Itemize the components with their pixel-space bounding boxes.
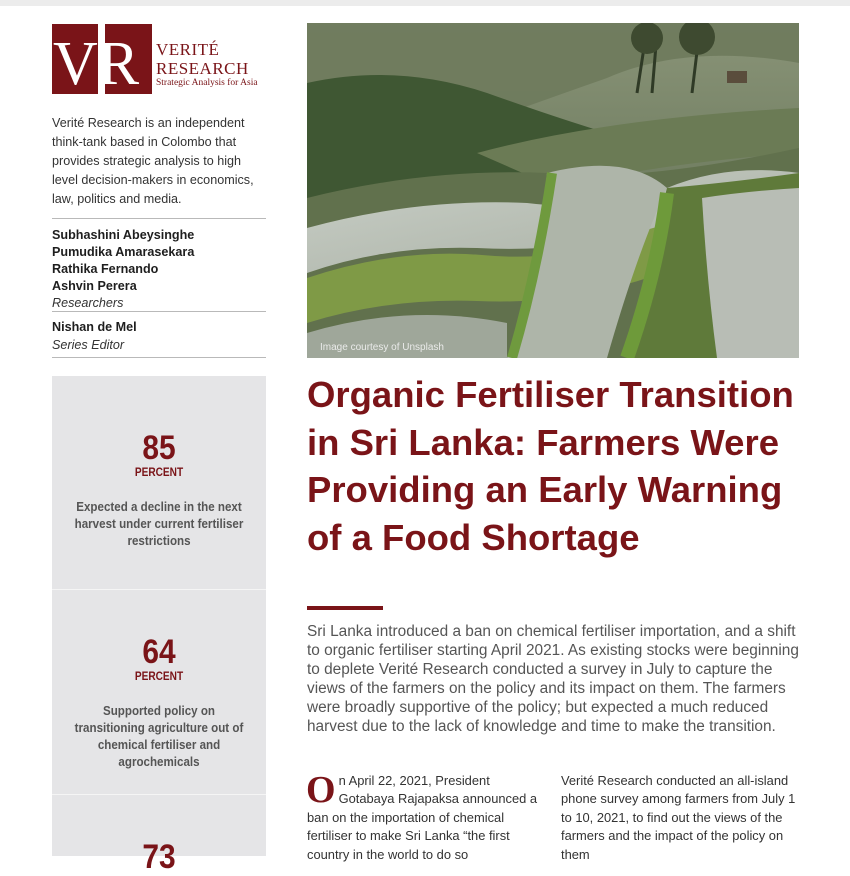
logo-tagline: Strategic Analysis for Asia — [156, 78, 258, 88]
brand-logo — [52, 24, 267, 94]
researcher-name: Pumudika Amarasekara — [52, 245, 195, 259]
researcher-name: Rathika Fernando — [52, 262, 159, 276]
stat-description: Expected a decline in the next harvest under current fertiliser restrictions — [74, 500, 244, 548]
editor-block — [52, 318, 266, 354]
logo-line1: VERITÉ — [156, 40, 220, 59]
article-lede: Sri Lanka introduced a ban on chemical fertiliser importation, and a shift to organic fertiliser starting April 2021. As existing stocks were beginning to deplete Verité Research conducted a survey in July to capture the views of the farmers on the policy and its impact on them. The farmers were broadly supportive of the policy; but expected a much reduced harvest due to the lack of knowledge and time to make the transition. — [307, 623, 799, 735]
divider — [52, 357, 266, 358]
image-caption: Image courtesy of Unsplash — [320, 342, 444, 353]
stat-unit: PERCENT — [134, 671, 184, 683]
logo-wordmark — [156, 40, 258, 89]
stat-divider — [52, 589, 266, 590]
drop-cap: O — [306, 769, 336, 811]
researchers-block — [52, 227, 266, 312]
researchers-role: Researchers — [52, 296, 124, 310]
body-text: n April 22, 2021, President Gotabaya Rajapaksa announced a ban on the importation of chemical fertiliser to make Sri Lanka “the first country in the world to do so — [307, 773, 538, 862]
stat-item — [52, 635, 266, 771]
body-column-2 — [561, 772, 801, 864]
stat-value: 64 — [142, 633, 176, 671]
rice-terraces-illustration — [307, 23, 799, 358]
stat-item — [52, 431, 266, 550]
body-text: Verité Research conducted an all-island phone survey among farmers from July 1 to 10, 2021, to find out the views of the farmers and the impact of the policy on them — [561, 773, 796, 862]
title-underline — [307, 606, 383, 610]
article-title: Organic Fertiliser Transition in Sri Lanka: Farmers Were Providing an Early Warning of a Food Shortage — [307, 374, 794, 558]
editor-name: Nishan de Mel — [52, 320, 137, 334]
intro-text: Verité Research is an independent think-tank based in Colombo that provides strategic analysis to high level decision-makers in economics, law, politics and media. — [52, 116, 254, 206]
stat-value: 85 — [142, 429, 176, 467]
stat-divider — [52, 794, 266, 795]
editor-role: Series Editor — [52, 338, 125, 352]
logo-mark — [52, 24, 152, 94]
stats-panel — [52, 376, 266, 876]
stat-value: 73 — [142, 838, 176, 876]
body-column-1 — [306, 769, 547, 864]
researcher-name: Subhashini Abeysinghe — [52, 228, 195, 242]
divider — [52, 311, 266, 312]
divider — [52, 218, 266, 219]
stat-unit: PERCENT — [134, 467, 184, 479]
stat-description: Supported policy on transitioning agriculture out of chemical fertiliser and agrochemicals — [74, 704, 244, 769]
researcher-name: Ashvin Perera — [52, 279, 137, 293]
top-bar — [0, 0, 850, 6]
stat-item — [52, 840, 266, 874]
logo-line2: RESEARCH — [156, 59, 249, 78]
hero-image — [307, 23, 799, 358]
logo-initials: VR — [53, 30, 140, 94]
